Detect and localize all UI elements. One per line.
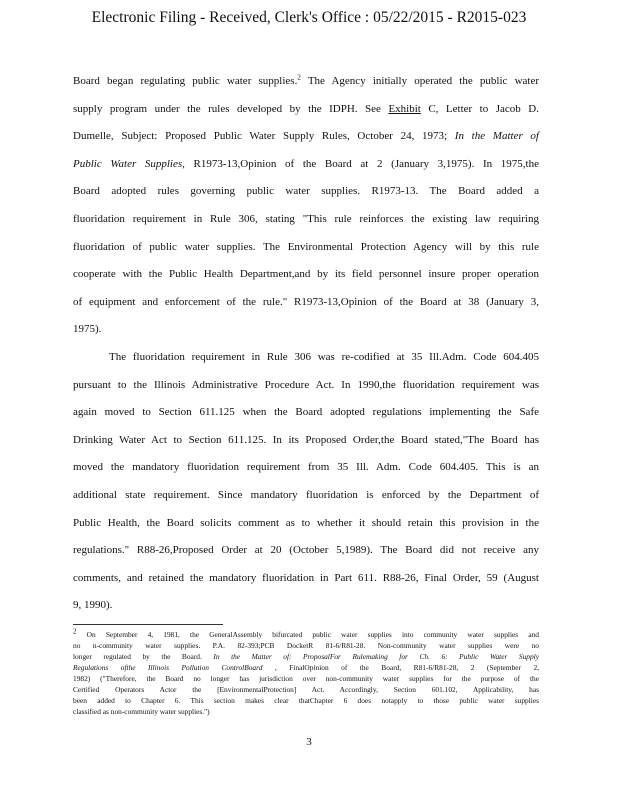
text-line [73,123,539,151]
footnote [73,629,539,717]
text-line: 1975). [73,323,102,336]
text-line: The fluoridation requirement in Rule 306 was re-codified at 35 Ill.Adm. Code 604.405 [109,350,539,363]
case-citation: In the Matter of: ProposalFor Rulemaking for Ch. 6: Public Water Supply [213,652,539,661]
exhibit-reference: Exhibit [388,102,421,115]
text-run: Board began regulating public water supplies. [73,75,298,87]
case-citation: Public Water Supplies [73,157,183,170]
text-run: C, Letter to Jacob D. [420,102,539,115]
text-run: longer regulated by the Board. [73,652,214,661]
text-line: additional state requirement. Since mandatory fluoridation is enforced by the Department of [73,488,539,501]
case-citation: In the Matter of [454,130,539,143]
text-line: moved the mandatory fluoridation requirement from 35 Ill. Adm. Code 604.405. This is an [73,461,539,474]
filing-stamp-header: Electronic Filing - Received, Clerk's Office : 05/22/2015 - R2015-023 [91,9,527,26]
body-text [73,68,539,620]
text-line [73,68,539,96]
footnote-line: no n-community water supplies. P.A. 82-393;PCB DocketR 81-6/R81-28. Non-community water supplies were no [73,641,539,650]
text-line: 9, 1990). [73,599,113,612]
text-run: , FinalOpinion of the Board, R81-6/R81-28, 2 (September 2, [262,663,539,672]
text-line: fluoridation requirement in Rule 306, stating "This rule reinforces the existing law requiring [73,212,539,225]
text-line: of equipment and enforcement of the rule." R1973-13,Opinion of the Board at 38 (January 3, [73,295,539,308]
text-run: The Agency initially operated the public water [300,75,539,87]
text-line: Drinking Water Act to Section 611.125. In its Proposed Order,the Board stated,"The Board has [73,433,539,446]
page-number: 3 [306,736,312,748]
case-citation: Regulations ofthe Illinois Pollution ControlBoard [73,663,263,672]
footnote-mark: 2 [73,627,77,636]
footnote-line: 1982) ("Therefore, the Board no longer has jurisdiction over non-community water supplies for the purpose of the [73,674,539,683]
text-line [73,151,539,179]
footnote-ref[interactable]: 2 [297,73,301,82]
text-line: pursuant to the Illinois Administrative Procedure Act. In 1990,the fluoridation requirement was [73,378,539,391]
text-line: regulations." R88-26,Proposed Order at 20 (October 5,1989). The Board did not receive any [73,544,539,557]
footnote-divider [73,624,223,625]
text-line: again moved to Section 611.125 when the Board adopted regulations implementing the Safe [73,406,539,419]
text-line: Public Health, the Board solicits comment as to whether it should retain this provision in the [73,516,539,529]
text-line: fluoridation of public water supplies. The Environmental Protection Agency will by this rule [73,240,539,253]
text-line: Board adopted rules governing public water supplies. R1973-13. The Board added a [73,185,539,198]
text-run: On September 4, 1981, the GeneralAssembly bifurcated public water supplies into community water supplies and [76,630,539,639]
footnote-line [73,629,539,640]
text-line: cooperate with the Public Health Department,and by its field personnel insure proper operation [73,268,539,281]
footnote-line: Certified Operators Actor the [EnvironmentalProtection] Act. Accordingly, Section 601.102, Applicability, has [73,685,539,694]
footnote-line [73,651,539,662]
footnote-line: classified as non-community water supplies.") [73,707,210,716]
text-line: comments, and retained the mandatory fluoridation in Part 611. R88-26, Final Order, 59 (August [73,571,539,584]
text-run: , R1973-13,Opinion of the Board at 2 (January 3,1975). In 1975,the [182,157,539,170]
footnote-line [73,662,539,673]
text-line [73,96,539,124]
footnote-line: been added to Chapter 6. This section makes clear thatChapter 6 does notapply to those public water supplies [73,696,539,705]
text-run: Dumelle, Subject: Proposed Public Water Supply Rules, October 24, 1973; [73,130,455,143]
text-run: supply program under the rules developed by the IDPH. See [73,102,389,115]
